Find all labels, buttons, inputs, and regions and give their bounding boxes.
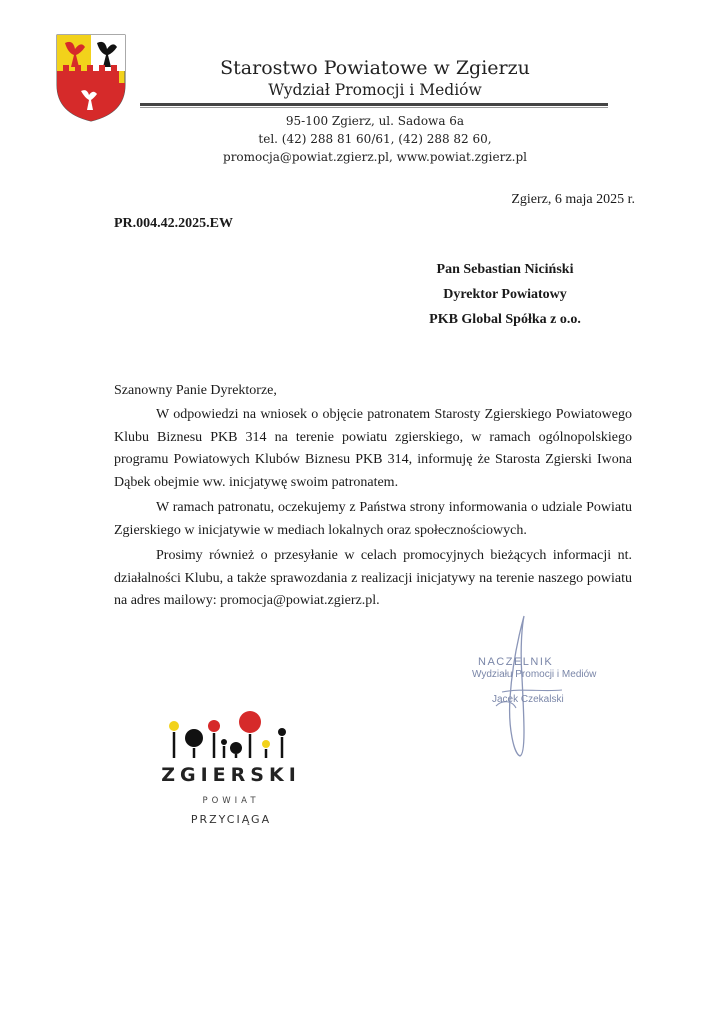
reference-number: PR.004.42.2025.EW (114, 216, 233, 231)
phone-line: tel. (42) 288 81 60/61, (42) 288 82 60, (258, 132, 492, 146)
logo-wordmark: ZGIERSKI (161, 764, 301, 786)
greeting: Szanowny Panie Dyrektorze, (114, 383, 277, 398)
address-line: 95-100 Zgierz, ul. Sadowa 6a (285, 114, 465, 128)
contact-line: promocja@powiat.zgierz.pl, www.powiat.zgierz.pl (223, 150, 527, 164)
paragraph-3: Prosimy również o przesyłanie w celach promocyjnych bieżących informacji nt. działalności Klubu, a także sprawozdania z realizacji inicjatywy na terenie naszego powiatu na adres mailowy: promocja@powiat.zgierz.pl. (114, 548, 632, 608)
recipient-company: PKB Global Spółka z o.o. (429, 312, 581, 327)
department-name: Wydział Promocji i Mediów (268, 81, 482, 99)
logo-subtitle: POWIAT (202, 796, 260, 806)
stamp-title: NACZELNIK (478, 656, 554, 668)
organization-name: Starostwo Powiatowe w Zgierzu (220, 57, 530, 79)
letter-date: Zgierz, 6 maja 2025 r. (511, 192, 635, 207)
paragraph-1: W odpowiedzi na wniosek o objęcie patronatem Starosty Zgierskiego Powiatowego Klubu Biznesu PKB 314 na terenie powiatu zgierskiego, w ramach ogólnopolskiego programu Powiatowych Klubów Biznesu PKB 314, informuję że Starosta Zgierski Iwona Dąbek obejmie ww. inicjatywę swoim patronatem. (114, 407, 632, 490)
recipient-name: Pan Sebastian Niciński (436, 262, 574, 277)
header-divider-thin (140, 107, 608, 108)
paragraph-2: W ramach patronatu, oczekujemy z Państwa strony informowania o udziale Powiatu Zgierskiego w inicjatywie w mediach lokalnych oraz społecznościowych. (114, 500, 632, 538)
header-divider (140, 103, 608, 106)
recipient-title: Dyrektor Powiatowy (443, 287, 567, 302)
logo-tagline: PRZYCIĄGA (190, 813, 272, 826)
zgierski-logo-icon (166, 708, 298, 760)
stamp-department: Wydziału Promocji i Mediów (472, 669, 597, 680)
signature-icon (472, 608, 632, 758)
coat-of-arms-icon (55, 33, 127, 123)
stamp-name: Jacek Czekalski (492, 694, 564, 705)
